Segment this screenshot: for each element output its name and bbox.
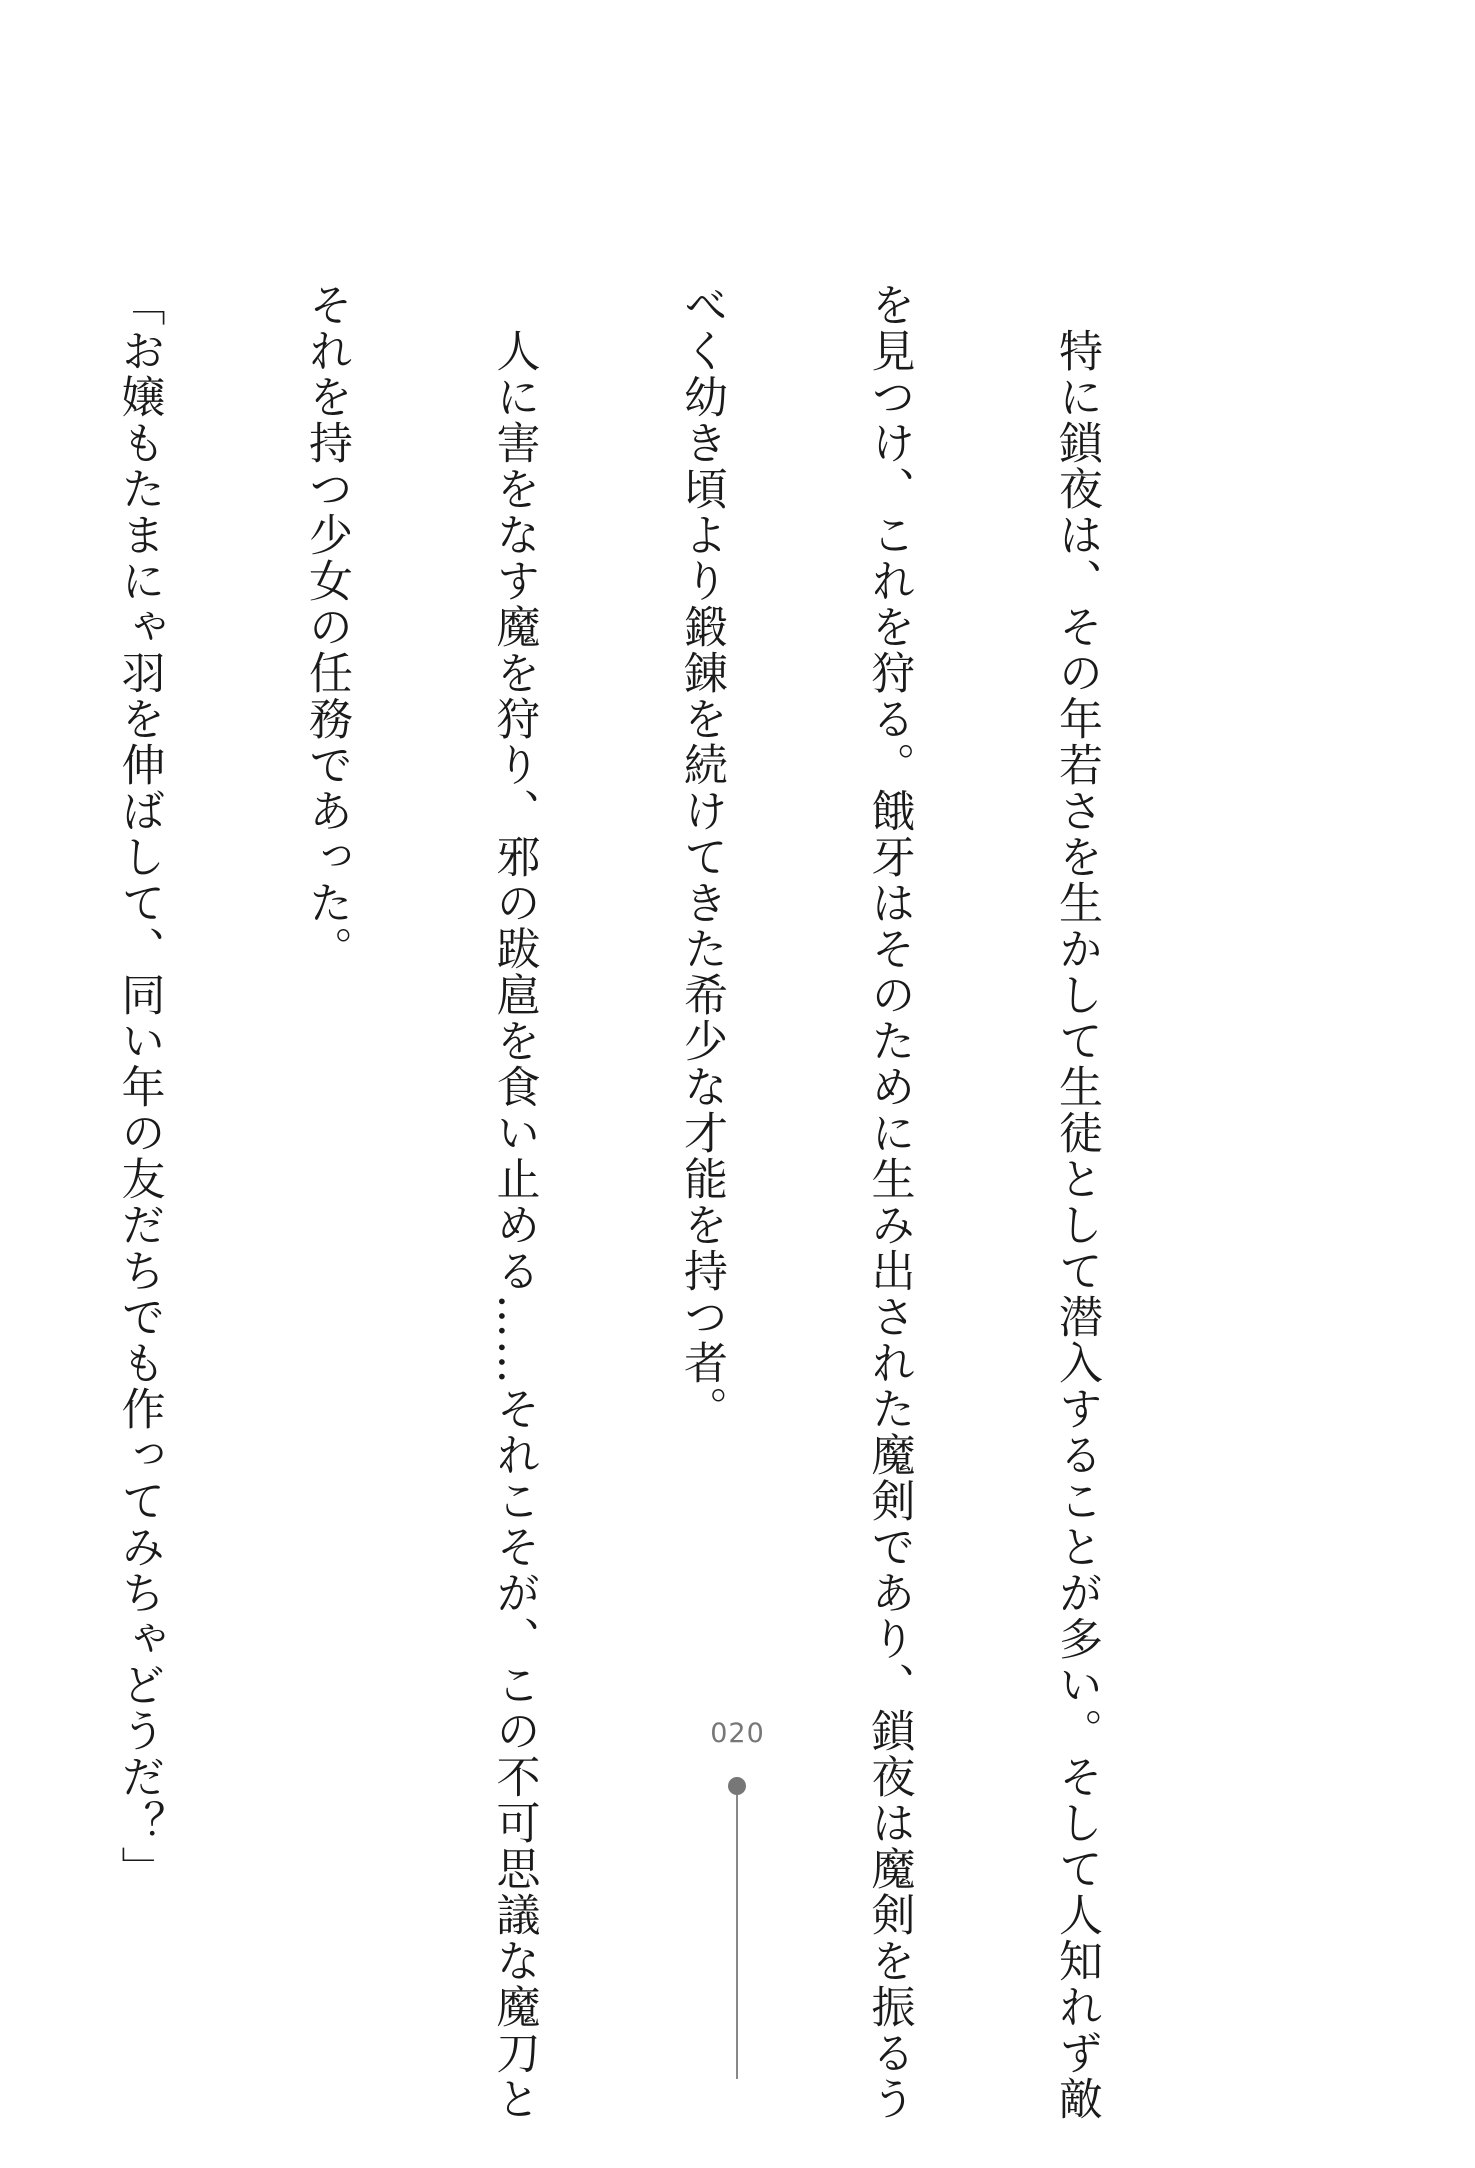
text-line: 「お嬢もたまにゃ羽を伸ばして、同い年の友だちでも作ってみちゃどうだ？」 bbox=[113, 282, 165, 1892]
page-ornament bbox=[720, 1777, 754, 2079]
ornament-line bbox=[736, 1795, 738, 2079]
text-line: べく幼き頃より鍛錬を続けてきた希少な才能を持つ者。 bbox=[676, 282, 727, 1432]
body-text bbox=[0, 282, 1232, 2122]
page-number: 020 bbox=[710, 1718, 765, 1749]
text-line: 人に害をなす魔を狩り、邪の跋扈を食い止める……それこそが、この不可思議な魔刀と bbox=[488, 282, 540, 2122]
ornament-dot bbox=[728, 1777, 746, 1795]
text-line: それを持つ少女の任務であった。 bbox=[301, 282, 352, 972]
text-line: 特に鎖夜は、その年若さを生かして生徒として潜入することが多い。そして人知れず敵 bbox=[1051, 282, 1102, 2122]
text-line: を見つけ、これを狩る。餓牙はそのために生み出された魔剣であり、鎖夜は魔剣を振るう bbox=[863, 282, 915, 2122]
